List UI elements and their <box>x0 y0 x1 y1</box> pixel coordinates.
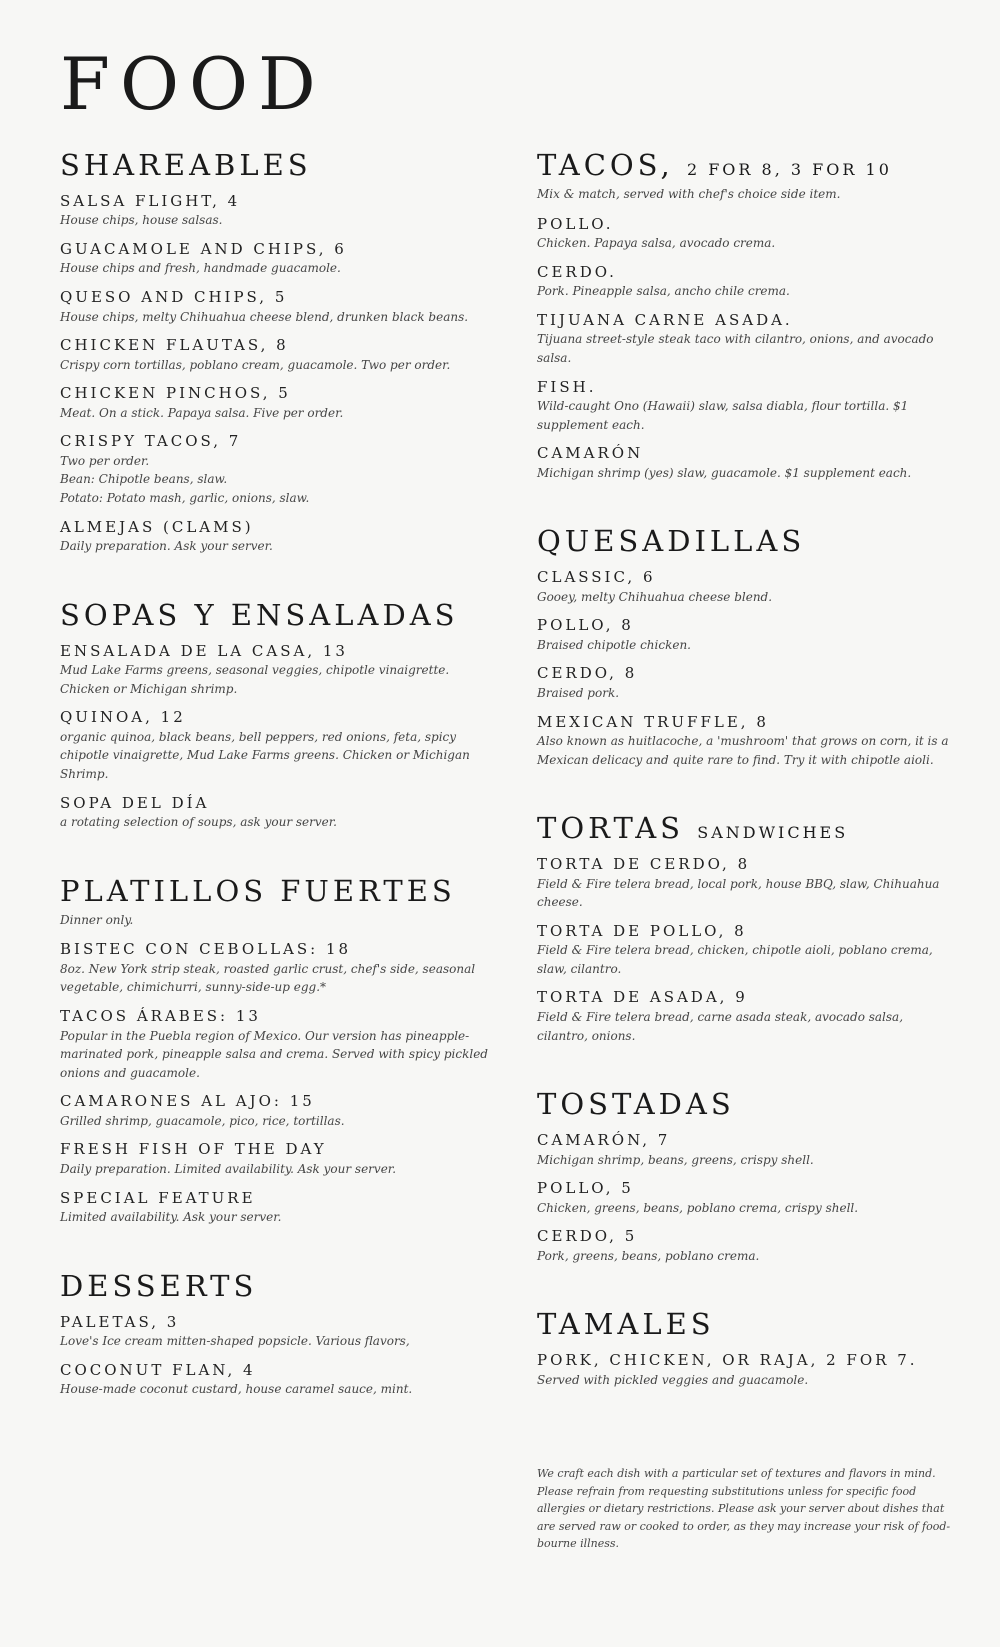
menu-item-name: TORTA DE POLLO, 8 <box>537 921 747 940</box>
menu-item-name: SPECIAL FEATURE <box>60 1188 256 1207</box>
section-heading <box>537 813 957 845</box>
menu-item-description: Daily preparation. Ask your server. <box>60 539 273 554</box>
menu-item <box>60 1313 500 1351</box>
menu-item <box>60 518 500 556</box>
menu-item-description: Served with pickled veggies and guacamole. <box>537 1372 809 1387</box>
menu-item <box>60 794 500 832</box>
menu-item-description: Daily preparation. Limited availability. Ask your server. <box>60 1161 397 1176</box>
menu-item-name: TORTA DE ASADA, 9 <box>537 988 748 1007</box>
menu-item-name: PORK, CHICKEN, OR RAJA, 2 FOR 7. <box>537 1351 918 1370</box>
menu-item-description: organic quinoa, black beans, bell peppers, red onions, feta, spicy chipotle vinaigrette, Mud Lake Farms greens. Chicken or Michigan Shrimp. <box>60 729 470 781</box>
menu-item-name: TACOS ÁRABES: 13 <box>60 1007 261 1026</box>
menu-item-name: CERDO. <box>537 262 617 281</box>
menu-item-name: FISH. <box>537 377 597 396</box>
menu-item-description: Chicken, greens, beans, poblano crema, crispy shell. <box>537 1200 859 1215</box>
menu-item-name: MEXICAN TRUFFLE, 8 <box>537 712 769 731</box>
section-sopas <box>60 597 500 832</box>
section-heading <box>537 1089 957 1121</box>
menu-item-description: 8oz. New York strip steak, roasted garlic crust, chef's side, seasonal vegetable, chimichurri, sunny-side-up egg.* <box>60 961 476 995</box>
section-heading-text: SHAREABLES <box>60 148 312 182</box>
section-heading <box>60 150 500 182</box>
section-tostadas <box>537 1089 957 1265</box>
menu-item <box>537 311 957 368</box>
menu-item-name: CHICKEN PINCHOS, 5 <box>60 384 291 403</box>
menu-item <box>537 215 957 253</box>
menu-item <box>60 336 500 374</box>
menu-item-description: Popular in the Puebla region of Mexico. Our version has pineapple-marinated pork, pineapple salsa and crema. Served with spicy pickled onions and guacamole. <box>60 1028 488 1080</box>
section-heading-text: TOSTADAS <box>537 1087 735 1122</box>
menu-item-name: CLASSIC, 6 <box>537 568 656 587</box>
menu-item-name: SALSA FLIGHT, 4 <box>60 191 241 210</box>
menu-item <box>537 616 957 654</box>
menu-item-name: BISTEC CON CEBOLLAS: 18 <box>60 940 352 959</box>
menu-item-name: TORTA DE CERDO, 8 <box>537 855 751 874</box>
menu-item <box>537 988 957 1045</box>
menu-item-name: CHICKEN FLAUTAS, 8 <box>60 336 289 355</box>
menu-item-description: Limited availability. Ask your server. <box>60 1210 282 1225</box>
menu-item-name: POLLO, 8 <box>537 616 634 635</box>
section-heading <box>537 1309 957 1341</box>
menu-item <box>537 263 957 301</box>
menu-item-description: House chips, house salsas. <box>60 213 223 228</box>
menu-item-description: Love's Ice cream mitten-shaped popsicle. Various flavors, <box>60 1334 410 1349</box>
menu-item-description: a rotating selection of soups, ask your server. <box>60 815 337 830</box>
section-heading <box>60 873 500 908</box>
menu-item-name: POLLO, 5 <box>537 1179 634 1198</box>
menu-item <box>537 1179 957 1217</box>
section-heading-text: TAMALES <box>537 1307 715 1342</box>
menu-item-name: SOPA DEL DÍA <box>60 793 210 812</box>
menu-item-description: Also known as huitlacoche, a 'mushroom' that grows on corn, it is a Mexican delicacy and quite rare to find. Try it with chipotle aioli. <box>537 734 949 767</box>
menu-item <box>60 708 500 783</box>
menu-item <box>60 1007 500 1082</box>
menu-item-description: Field & Fire telera bread, chicken, chipotle aioli, poblano crema, slaw, cilantro. <box>537 943 933 976</box>
page-title: FOOD <box>60 42 326 126</box>
menu-item-description: Braised chipotle chicken. <box>537 637 691 652</box>
section-heading <box>60 1268 500 1303</box>
menu-item-description: Grilled shrimp, guacamole, pico, rice, tortillas. <box>60 1113 345 1128</box>
menu-item-description: Pork. Pineapple salsa, ancho chile crema. <box>537 284 790 299</box>
menu-item-description: Field & Fire telera bread, carne asada steak, avocado salsa, cilantro, onions. <box>537 1009 904 1043</box>
menu-item-description: Pork, greens, beans, poblano crema. <box>537 1248 760 1263</box>
menu-item-description: Field & Fire telera bread, local pork, house BBQ, slaw, Chihuahua cheese. <box>537 876 940 910</box>
menu-item <box>60 432 500 507</box>
menu-item <box>60 1092 500 1130</box>
menu-item-description: Meat. On a stick. Papaya salsa. Five per order. <box>60 405 344 420</box>
menu-item-name: QUINOA, 12 <box>60 708 186 727</box>
menu-item <box>537 713 957 770</box>
menu-item <box>537 1131 957 1169</box>
menu-item <box>537 1227 957 1265</box>
section-quesadillas <box>537 526 957 769</box>
section-note: Mix & match, served with chef's choice side item. <box>537 186 841 201</box>
section-heading-text: QUESADILLAS <box>537 524 806 559</box>
menu-item-name: CERDO, 8 <box>537 664 638 683</box>
section-heading-suffix: 2 FOR 8, 3 FOR 10 <box>686 160 892 179</box>
section-desserts <box>60 1268 500 1399</box>
menu-item <box>537 378 957 435</box>
menu-item <box>60 642 500 699</box>
menu-item-name: TIJUANA CARNE ASADA. <box>537 310 793 329</box>
section-tamales <box>537 1309 957 1389</box>
menu-item <box>60 940 500 997</box>
menu-item-description: House chips, melty Chihuahua cheese blend, drunken black beans. <box>60 309 469 324</box>
menu-item-name: ALMEJAS (CLAMS) <box>60 517 254 536</box>
section-heading-text: TORTAS <box>537 811 685 846</box>
menu-item-description: Wild-caught Ono (Hawaii) slaw, salsa diabla, flour tortilla. $1 supplement each. <box>537 399 909 432</box>
menu-item <box>537 1351 957 1389</box>
menu-item <box>60 1140 500 1178</box>
menu-item-name: FRESH FISH OF THE DAY <box>60 1140 327 1159</box>
menu-item <box>60 384 500 422</box>
menu-item-name: COCONUT FLAN, 4 <box>60 1360 256 1379</box>
menu-item-description: House chips and fresh, handmade guacamole. <box>60 261 341 276</box>
menu-item-name: POLLO. <box>537 214 614 233</box>
menu-item-description: Braised pork. <box>537 685 620 700</box>
section-heading-text: TACOS, <box>537 148 674 182</box>
section-tortas <box>537 813 957 1045</box>
menu-item-name: CRISPY TACOS, 7 <box>60 432 242 451</box>
menu-item-name: ENSALADA DE LA CASA, 13 <box>60 641 348 660</box>
section-heading-text: PLATILLOS FUERTES <box>60 873 456 908</box>
menu-item-name: CAMARÓN, 7 <box>537 1131 671 1150</box>
section-platillos <box>60 873 500 1227</box>
menu-item-name: CAMARONES AL AJO: 15 <box>60 1092 315 1111</box>
menu-item-description: Mud Lake Farms greens, seasonal veggies, chipotle vinaigrette. Chicken or Michigan shrimp. <box>60 663 450 696</box>
menu-item <box>537 444 957 482</box>
menu-item <box>60 1361 500 1399</box>
menu-item-description: House-made coconut custard, house caramel sauce, mint. <box>60 1382 413 1397</box>
section-heading <box>60 597 500 632</box>
section-heading <box>537 150 957 182</box>
section-note: Dinner only. <box>60 912 134 927</box>
menu-item <box>60 1189 500 1227</box>
menu-item <box>537 855 957 912</box>
menu-item-name: CERDO, 5 <box>537 1227 638 1246</box>
menu-item <box>60 192 500 230</box>
menu-item-description: Crispy corn tortillas, poblano cream, guacamole. Two per order. <box>60 357 451 372</box>
menu-item <box>537 568 957 606</box>
menu-item <box>537 922 957 979</box>
disclaimer-text: We craft each dish with a particular set of textures and flavors in mind. Please refrain from requesting substitutions unless for specific food allergies or dietary restrictions. Please ask your server about dishes that are served raw or cooked to order, as they may increase your risk of food-bourne illness. <box>537 1467 951 1551</box>
menu-item-name: QUESO AND CHIPS, 5 <box>60 288 288 307</box>
section-tacos <box>537 150 957 482</box>
menu-item-name: GUACAMOLE AND CHIPS, 6 <box>60 239 347 258</box>
section-heading <box>537 526 957 558</box>
section-heading-suffix: SANDWICHES <box>697 823 849 843</box>
menu-item <box>60 240 500 278</box>
menu-item-description: Michigan shrimp, beans, greens, crispy shell. <box>537 1152 814 1167</box>
section-heading-text: DESSERTS <box>60 1268 258 1303</box>
section-shareables <box>60 150 500 556</box>
menu-item-name: PALETAS, 3 <box>60 1312 180 1331</box>
menu-item-description: Two per order. Bean: Chipotle beans, slaw. Potato: Potato mash, garlic, onions, slaw. <box>60 453 310 506</box>
menu-item-description: Michigan shrimp (yes) slaw, guacamole. $1 supplement each. <box>537 465 912 480</box>
section-heading-text: SOPAS Y ENSALADAS <box>60 597 459 632</box>
menu-item-description: Gooey, melty Chihuahua cheese blend. <box>537 589 773 604</box>
menu-item-description: Chicken. Papaya salsa, avocado crema. <box>537 236 776 251</box>
menu-item <box>60 288 500 326</box>
menu-item-description: Tijuana street-style steak taco with cilantro, onions, and avocado salsa. <box>537 332 934 365</box>
right-column <box>537 150 957 1433</box>
menu-item-name: CAMARÓN <box>537 444 644 463</box>
menu-item <box>537 664 957 702</box>
left-column <box>60 150 500 1443</box>
